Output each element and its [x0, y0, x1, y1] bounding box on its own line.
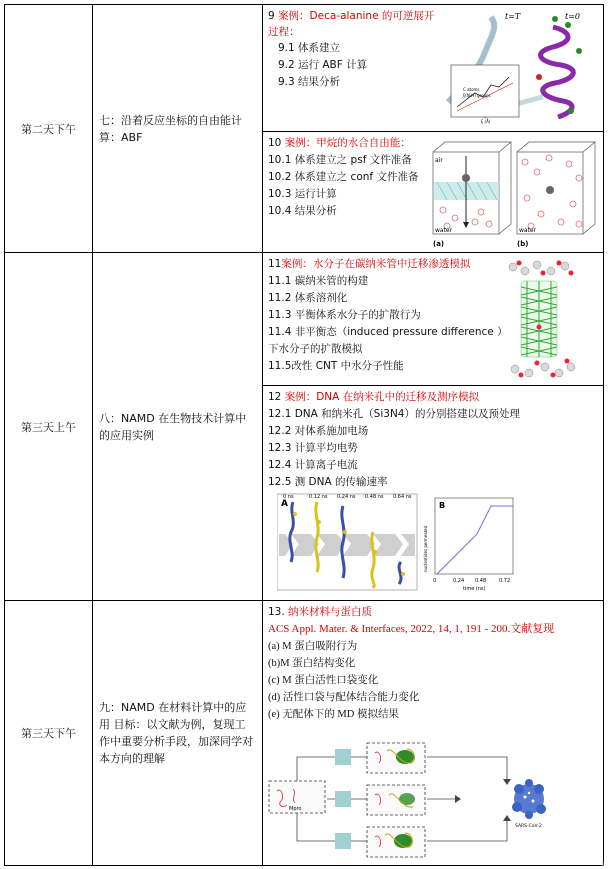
- x-tick: 0: [433, 578, 437, 584]
- panel-b-label: (b): [517, 240, 529, 248]
- list-item: 11.2 体系溶剂化: [268, 292, 348, 304]
- list-item: 11.1 碳纳米管的构建: [268, 275, 369, 287]
- list-item: (e) 无配体下的 MD 模拟结果: [268, 709, 399, 720]
- inset-xlabel: ξ (Å): [481, 119, 491, 124]
- day-cell: 第二天下午: [5, 5, 93, 252]
- case-12: [263, 385, 603, 600]
- label-t-T: t=T: [505, 12, 521, 21]
- topic-cell: 九：NAMD 在材料计算中的应用 目标：以文献为例，复现工作中重要分析手段，加深同学对本方向的理解: [93, 601, 263, 865]
- list-item: 9.2 运行 ABF 计算: [278, 59, 368, 71]
- mpro-label: Mpro: [289, 806, 302, 812]
- dna-nanopore-figure: [277, 492, 517, 592]
- methane-hydration-figure: [429, 138, 599, 250]
- label-water: water: [435, 227, 453, 234]
- carbon-nanotube-figure: [501, 257, 581, 381]
- cases-cell: [263, 601, 603, 865]
- panel-a-label: A: [281, 499, 288, 509]
- day-cell: 第三天下午: [5, 601, 93, 865]
- inset-label: ξ(N-H) groups: [463, 93, 491, 98]
- case-13-title: 13. 纳米材料与蛋白质: [268, 606, 373, 618]
- list-item: 10.2 体系建立之 conf 文件准备: [268, 171, 419, 183]
- topic-cell: 八：NAMD 在生物技术计算中的应用实例: [93, 253, 263, 600]
- list-item: 12.2 对体系施加电场: [268, 425, 369, 437]
- list-item: (b)M 蛋白结构变化: [268, 658, 356, 669]
- x-tick: 0.72: [499, 578, 511, 584]
- table-row: [4, 600, 604, 866]
- list-item: 10.4 结果分析: [268, 205, 337, 217]
- time-label: 0.24 ns: [337, 494, 356, 500]
- topic-cell: 七：沿着反应坐标的自由能计算：ABF: [93, 5, 263, 252]
- y-axis-label: nucleotides permeated: [423, 525, 428, 572]
- reference-citation: ACS Appl. Mater. & Interfaces, 2022, 14, 1, 191 - 200.文献复现: [268, 623, 555, 635]
- case-11-title: 11案例：水分子在碳纳米管中迁移渗透模拟: [268, 258, 471, 270]
- label-air: air: [435, 157, 443, 164]
- cases-cell: [263, 253, 603, 600]
- label-t-0: t=0: [565, 12, 581, 21]
- list-item: 11.3 平衡体系水分子的扩散行为: [268, 309, 421, 321]
- list-item: 9.3 结果分析: [278, 76, 341, 88]
- list-item: 10.3 运行计算: [268, 188, 337, 200]
- nucleotide-chart: [423, 498, 513, 592]
- x-tick: 0.24: [453, 578, 465, 584]
- case-10: [263, 131, 603, 252]
- deca-alanine-figure: [443, 7, 593, 125]
- list-item: 9.1 体系建立: [278, 42, 341, 54]
- page-marker: 1: [601, 861, 605, 868]
- x-axis-label: time (ns): [463, 586, 486, 592]
- case-11: [263, 253, 603, 385]
- list-item: 10.1 体系建立之 psf 文件准备: [268, 154, 412, 166]
- time-label: 0.64 ns: [393, 494, 412, 500]
- case-12-title: 12 案例：DNA 在纳米孔中的迁移及测序模拟: [268, 391, 480, 403]
- label-water: water: [519, 227, 537, 234]
- list-item: (a) M 蛋白吸附行为: [268, 641, 358, 652]
- complex-label: SARS-CoV-2: [515, 824, 542, 829]
- panel-a-label: (a): [433, 240, 445, 248]
- cases-cell: [263, 5, 603, 252]
- time-label: 0.12 ns: [309, 494, 328, 500]
- table-row: [4, 4, 604, 253]
- protein-workflow-figure: [267, 737, 593, 861]
- case-13: [263, 601, 603, 865]
- list-item: 12.5 测 DNA 的传输速率: [268, 476, 388, 488]
- time-label: 0.48 ns: [365, 494, 384, 500]
- list-item: 11.5改性 CNT 中水分子性能: [268, 360, 404, 372]
- case-9: [263, 5, 603, 131]
- case-10-title: 10 案例：甲烷的水合自由能：: [268, 137, 411, 149]
- list-item: 11.4 非平衡态（induced pressure difference ）: [268, 326, 508, 338]
- list-item: 12.3 计算平均电势: [268, 442, 358, 454]
- time-label: 0 ns: [283, 494, 294, 500]
- list-item: (c) M 蛋白活性口袋变化: [268, 675, 379, 686]
- list-item: (d) 活性口袋与配体结合能力变化: [268, 692, 420, 703]
- table-row: [4, 252, 604, 601]
- x-tick: 0.48: [475, 578, 487, 584]
- case-9-title: 9 案例：Deca-alanine 的可逆展开过程：: [268, 10, 435, 38]
- list-item: 12.4 计算离子电流: [268, 459, 358, 471]
- day-cell: 第三天上午: [5, 253, 93, 600]
- list-item: 下水分子的扩散模拟: [268, 343, 363, 355]
- panel-b-label: B: [439, 501, 446, 510]
- list-item: 12.1 DNA 和纳米孔（Si3N4）的分别搭建以及预处理: [268, 408, 520, 420]
- inset-label: C atoms: [463, 87, 480, 92]
